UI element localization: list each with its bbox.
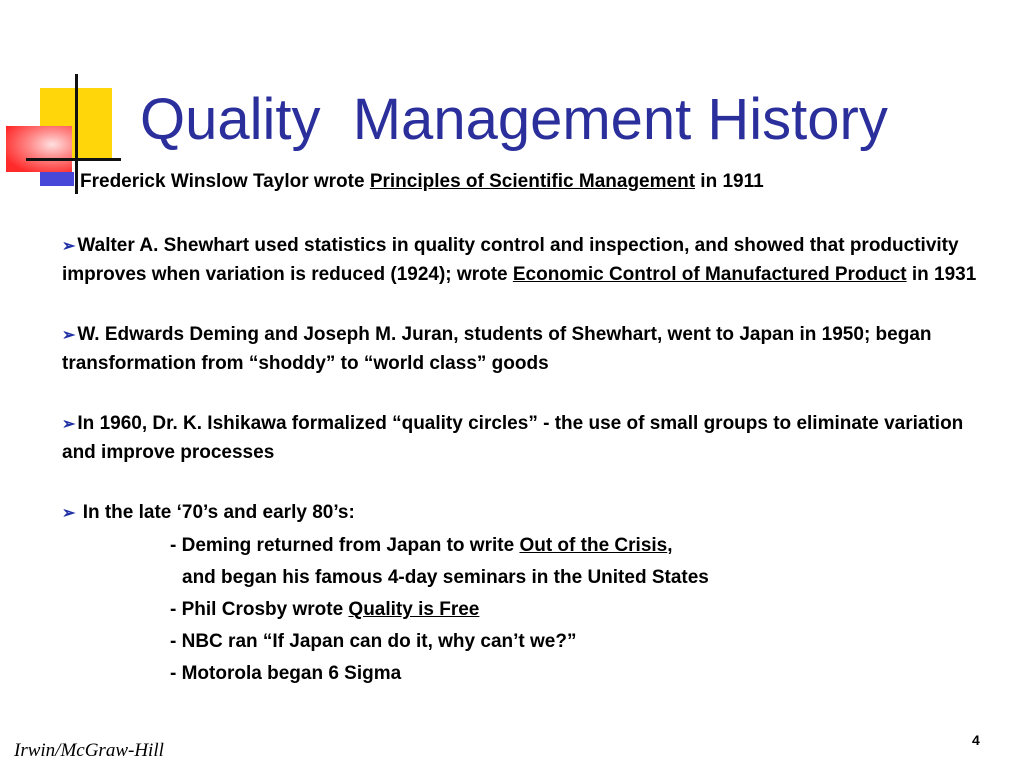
sub-item-motorola: - Motorola began 6 Sigma xyxy=(170,663,402,684)
footer-publisher: Irwin/McGraw-Hill xyxy=(14,740,164,761)
sub-item-deming-pre: - Deming returned from Japan to write xyxy=(170,535,520,556)
sub-item-deming-post: , xyxy=(667,535,673,556)
book-title-quality-is-free: Quality is Free xyxy=(348,599,480,620)
arrow-bullet-icon: ➢ xyxy=(62,327,76,344)
logo-horizontal-line xyxy=(26,158,121,161)
bullet-deming-juran xyxy=(62,321,982,378)
slide-content xyxy=(62,168,982,690)
slide-title: Quality Management History xyxy=(140,87,888,152)
late-70s-heading-text: In the late ‘70’s and early 80’s: xyxy=(82,502,355,523)
bullet-taylor xyxy=(80,168,982,196)
sub-item-crosby-pre: - Phil Crosby wrote xyxy=(170,599,349,620)
bullet-shewhart-pre: Walter A. Shewhart used statistics in quality control and inspection, and showed that productivity improves when variation is reduced (1924); wrote xyxy=(62,235,959,285)
arrow-bullet-icon: ➢ xyxy=(62,505,76,522)
book-title-economic-control: Economic Control of Manufactured Product xyxy=(512,264,907,285)
bullet-taylor-post: in 1911 xyxy=(695,171,764,192)
arrow-bullet-icon: ➢ xyxy=(62,238,76,255)
bullet-shewhart-post: in 1931 xyxy=(906,264,977,285)
sub-item-deming xyxy=(62,530,982,562)
sub-item-deming-continued: and began his famous 4-day seminars in the United States xyxy=(182,567,709,588)
bullet-deming-juran-text: W. Edwards Deming and Joseph M. Juran, students of Shewhart, went to Japan in 1950; began transformation from “shoddy” to “world class” goods xyxy=(62,324,932,374)
bullet-late-70s-heading xyxy=(62,499,982,528)
book-title-principles: Principles of Scientific Management xyxy=(369,171,696,192)
bullet-ishikawa xyxy=(62,410,982,467)
bullet-ishikawa-text: In 1960, Dr. K. Ishikawa formalized “quality circles” - the use of small groups to eliminate variation and improve processes xyxy=(62,413,964,463)
page-number: 4 xyxy=(972,732,980,748)
bullet-shewhart xyxy=(62,232,982,289)
sub-item-crosby xyxy=(62,594,982,626)
book-title-out-of-the-crisis: Out of the Crisis xyxy=(519,535,668,556)
arrow-bullet-icon: ➢ xyxy=(62,416,76,433)
sub-item-nbc: - NBC ran “If Japan can do it, why can’t we?” xyxy=(170,631,577,652)
bullet-taylor-pre: Frederick Winslow Taylor wrote xyxy=(80,171,370,192)
bullet-late-70s xyxy=(62,499,982,690)
logo-red-square xyxy=(6,126,72,172)
